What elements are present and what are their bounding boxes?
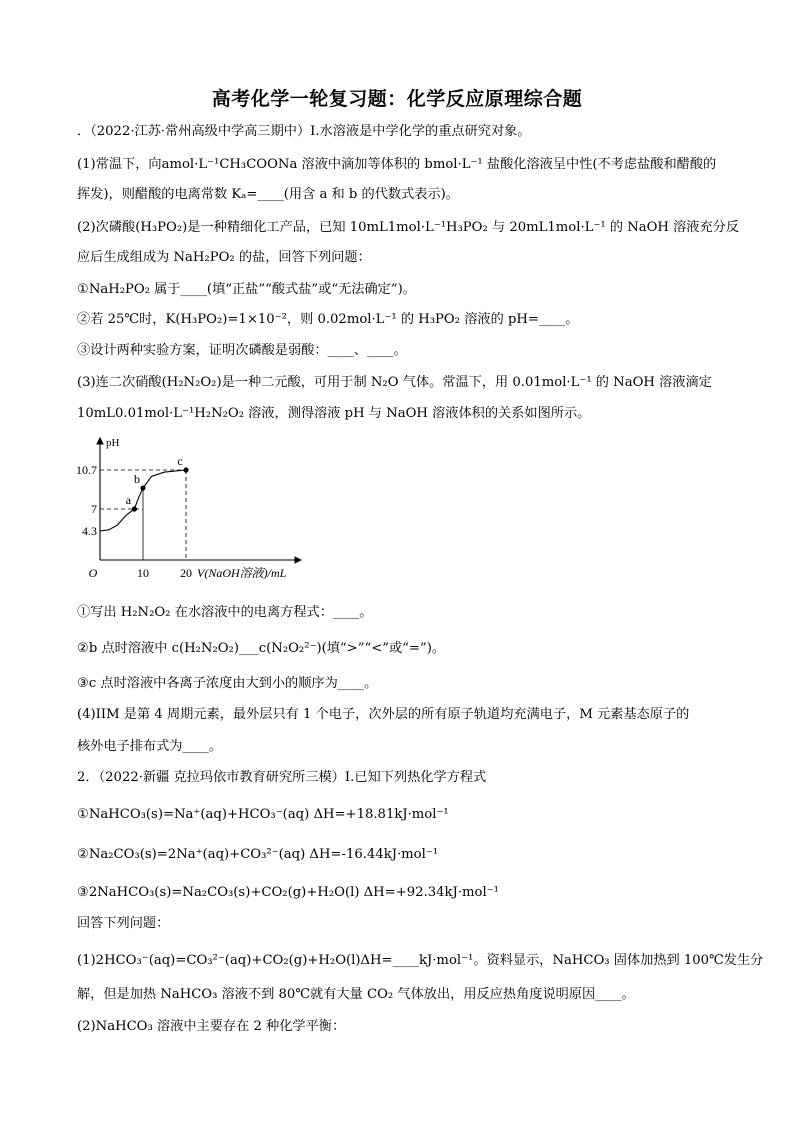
y-axis-label: pH: [106, 437, 120, 449]
question-2-source: 2．（2022·新疆 克拉玛依市教育研究所三模）I.已知下列热化学方程式: [77, 770, 487, 785]
x-tick-label: 10: [137, 566, 149, 580]
question-1-part-1-cont: 挥发)，则醋酸的电离常数 Kₐ=____(用含 a 和 b 的代数式表示)。: [77, 187, 459, 202]
question-1-part-1: (1)常温下，向amol·L⁻¹CH₃COONa 溶液中滴加等体积的 bmol·L⁻¹ 盐酸化溶液呈中性(不考虑盐酸和醋酸的: [77, 157, 717, 172]
question-1-part-4-cont: 核外电子排布式为____。: [77, 739, 223, 754]
equation-1: ①NaHCO₃(s)=Na⁺(aq)+HCO₃⁻(aq) ΔH=+18.81kJ·mol⁻¹: [77, 807, 449, 822]
question-1-part-4: (4)IIM 是第 4 周期元素，最外层只有 1 个电子，次外层的所有原子轨道均充满电子，M 元素基态原子的: [77, 707, 690, 722]
equation-2: ②Na₂CO₃(s)=2Na⁺(aq)+CO₃²⁻(aq) ΔH=-16.44kJ·mol⁻¹: [77, 847, 439, 862]
equation-3: ③2NaHCO₃(s)=Na₂CO₃(s)+CO₂(g)+H₂O(l) ΔH=+92.34kJ·mol⁻¹: [77, 885, 499, 900]
page-title: 高考化学一轮复习题：化学反应原理综合题: [211, 88, 583, 110]
point-c: [183, 467, 188, 472]
question-1-part-2-item-2: ②若 25℃时，K(H₃PO₂)=1×10⁻²，则 0.02mol·L⁻¹ 的 H₃PO₂ 溶液的 pH=____。: [77, 312, 579, 327]
origin-label: O: [88, 566, 98, 580]
y-tick-label: 10.7: [76, 463, 97, 477]
y-tick-label: 4.3: [82, 524, 97, 538]
question-1-part-3-item-3: ③c 点时溶液中各离子浓度由大到小的顺序为____。: [77, 676, 378, 691]
question-1-part-3-item-1: ①写出 H₂N₂O₂ 在水溶液中的电离方程式：____。: [77, 605, 373, 620]
question-2-part-1-cont: 解，但是加热 NaHCO₃ 溶液不到 80℃就有大量 CO₂ 气体放出，用反应热角度说明原因____。: [77, 987, 635, 1002]
point-a: [132, 506, 137, 511]
question-2-part-1: (1)2HCO₃⁻(aq)=CO₃²⁻(aq)+CO₂(g)+H₂O(l)ΔH=____kJ·mol⁻¹。资料显示，NaHCO₃ 固体加热到 100℃发生分: [77, 953, 764, 968]
answer-prompt: 回答下列问题：: [77, 916, 170, 931]
point-label-b: b: [134, 471, 140, 486]
x-axis-label: V(NaOH溶液)/mL: [197, 566, 287, 580]
x-tick-label: 20: [180, 566, 192, 580]
point-label-a: a: [125, 493, 132, 507]
question-1-part-2-cont: 应后生成组成为 NaH₂PO₂ 的盐，回答下列问题：: [77, 250, 371, 265]
titration-chart: [76, 430, 326, 590]
question-1-part-3: (3)连二次硝酸(H₂N₂O₂)是一种二元酸，可用于制 N₂O 气体。常温下，用 0.01mol·L⁻¹ 的 NaOH 溶液滴定: [77, 375, 712, 390]
point-label-c: c: [177, 454, 183, 468]
question-2-part-2: (2)NaHCO₃ 溶液中主要存在 2 种化学平衡：: [77, 1019, 346, 1034]
question-1-part-3-cont: 10mL0.01mol·L⁻¹H₂N₂O₂ 溶液，测得溶液 pH 与 NaOH 溶液体积的关系如图所示。: [77, 406, 591, 421]
y-tick-label: 7: [91, 502, 97, 516]
question-1-part-3-item-2: ②b 点时溶液中 c(H₂N₂O₂)___c(N₂O₂²⁻)(填“>”“<”或“=”)。: [77, 641, 446, 656]
question-1-part-2-item-1: ①NaH₂PO₂ 属于____(填“正盐”“酸式盐”或“无法确定”)。: [77, 282, 416, 297]
point-b: [140, 485, 145, 490]
question-1-source: ．（2022·江苏·常州高级中学高三期中）I.水溶液是中学化学的重点研究对象。: [77, 124, 531, 139]
question-1-part-2: (2)次磷酸(H₃PO₂)是一种精细化工产品，已知 10mL1mol·L⁻¹H₃PO₂ 与 20mL1mol·L⁻¹ 的 NaOH 溶液充分反: [77, 220, 740, 235]
question-1-part-2-item-3: ③设计两种实验方案，证明次磷酸是弱酸：____、____。: [77, 343, 407, 358]
